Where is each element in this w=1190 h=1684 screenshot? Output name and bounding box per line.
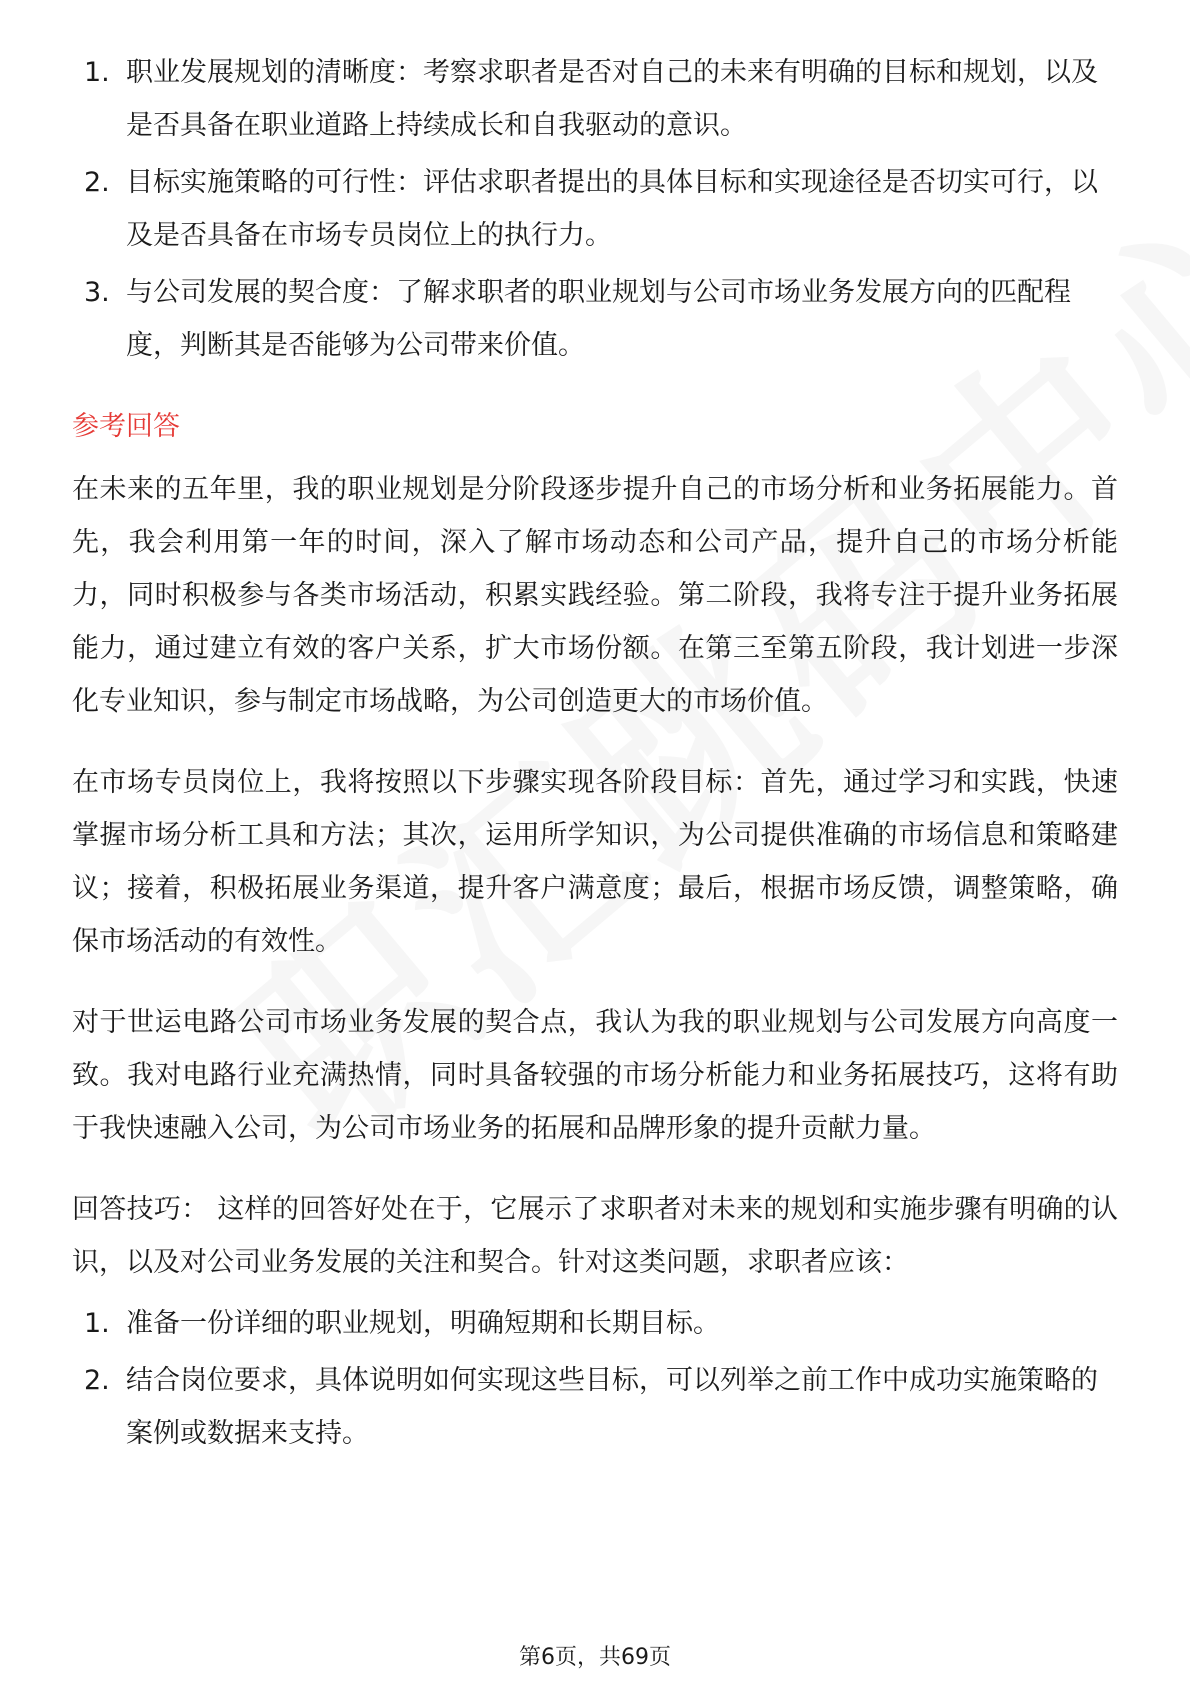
list-item (72, 46, 1118, 152)
answer-paragraph: 对于世运电路公司市场业务发展的契合点，我认为我的职业规划与公司发展方向高度一致。我对电路行业充满热情，同时具备较强的市场分析能力和业务拓展技巧，这将有助于我快速融入公司，为公司市场业务的拓展和品牌形象的提升贡献力量。 (72, 1007, 1118, 1144)
page-number-footer: 第6页，共69页 (519, 1645, 671, 1670)
list-item-text: 准备一份详细的职业规划，明确短期和长期目标。 (126, 1308, 720, 1339)
list-item-number: 1. (84, 1308, 110, 1339)
answer-paragraph: 在市场专员岗位上，我将按照以下步骤实现各阶段目标：首先，通过学习和实践，快速掌握市场分析工具和方法；其次，运用所学知识，为公司提供准确的市场信息和策略建议；接着，积极拓展业务渠道，提升客户满意度；最后，根据市场反馈，调整策略，确保市场活动的有效性。 (72, 767, 1118, 957)
tips-list (72, 1297, 1118, 1460)
list-item-number: 2. (84, 1365, 110, 1396)
evaluation-criteria-list (72, 46, 1118, 372)
list-item (72, 1354, 1118, 1460)
list-item-text: 目标实施策略的可行性：评估求职者提出的具体目标和实现途径是否切实可行，以及是否具备在市场专员岗位上的执行力。 (126, 167, 1098, 251)
list-item-text: 职业发展规划的清晰度：考察求职者是否对自己的未来有明确的目标和规划，以及是否具备在职业道路上持续成长和自我驱动的意识。 (126, 57, 1098, 141)
list-item-text: 结合岗位要求，具体说明如何实现这些目标，可以列举之前工作中成功实施策略的案例或数据来支持。 (126, 1365, 1098, 1449)
list-item (72, 266, 1118, 372)
list-item (72, 1297, 1118, 1350)
list-item-text: 与公司发展的契合度：了解求职者的职业规划与公司市场业务发展方向的匹配程度，判断其是否能够为公司带来价值。 (126, 277, 1071, 361)
list-item-number: 2. (84, 167, 110, 198)
list-item-number: 1. (84, 57, 110, 88)
list-item (72, 156, 1118, 262)
page-content (72, 46, 1118, 1464)
answer-paragraph: 在未来的五年里，我的职业规划是分阶段逐步提升自己的市场分析和业务拓展能力。首先，我会利用第一年的时间，深入了解市场动态和公司产品，提升自己的市场分析能力，同时积极参与各类市场活动，积累实践经验。第二阶段，我将专注于提升业务拓展能力，通过建立有效的客户关系，扩大市场份额。在第三至第五阶段，我计划进一步深化专业知识，参与制定市场战略，为公司创造更大的市场价值。 (72, 474, 1118, 717)
list-item-number: 3. (84, 277, 110, 308)
section-title: 参考回答 (72, 411, 180, 442)
tips-paragraph: 回答技巧： 这样的回答好处在于，它展示了求职者对未来的规划和实施步骤有明确的认识，以及对公司业务发展的关注和契合。针对这类问题，求职者应该： (72, 1194, 1118, 1278)
